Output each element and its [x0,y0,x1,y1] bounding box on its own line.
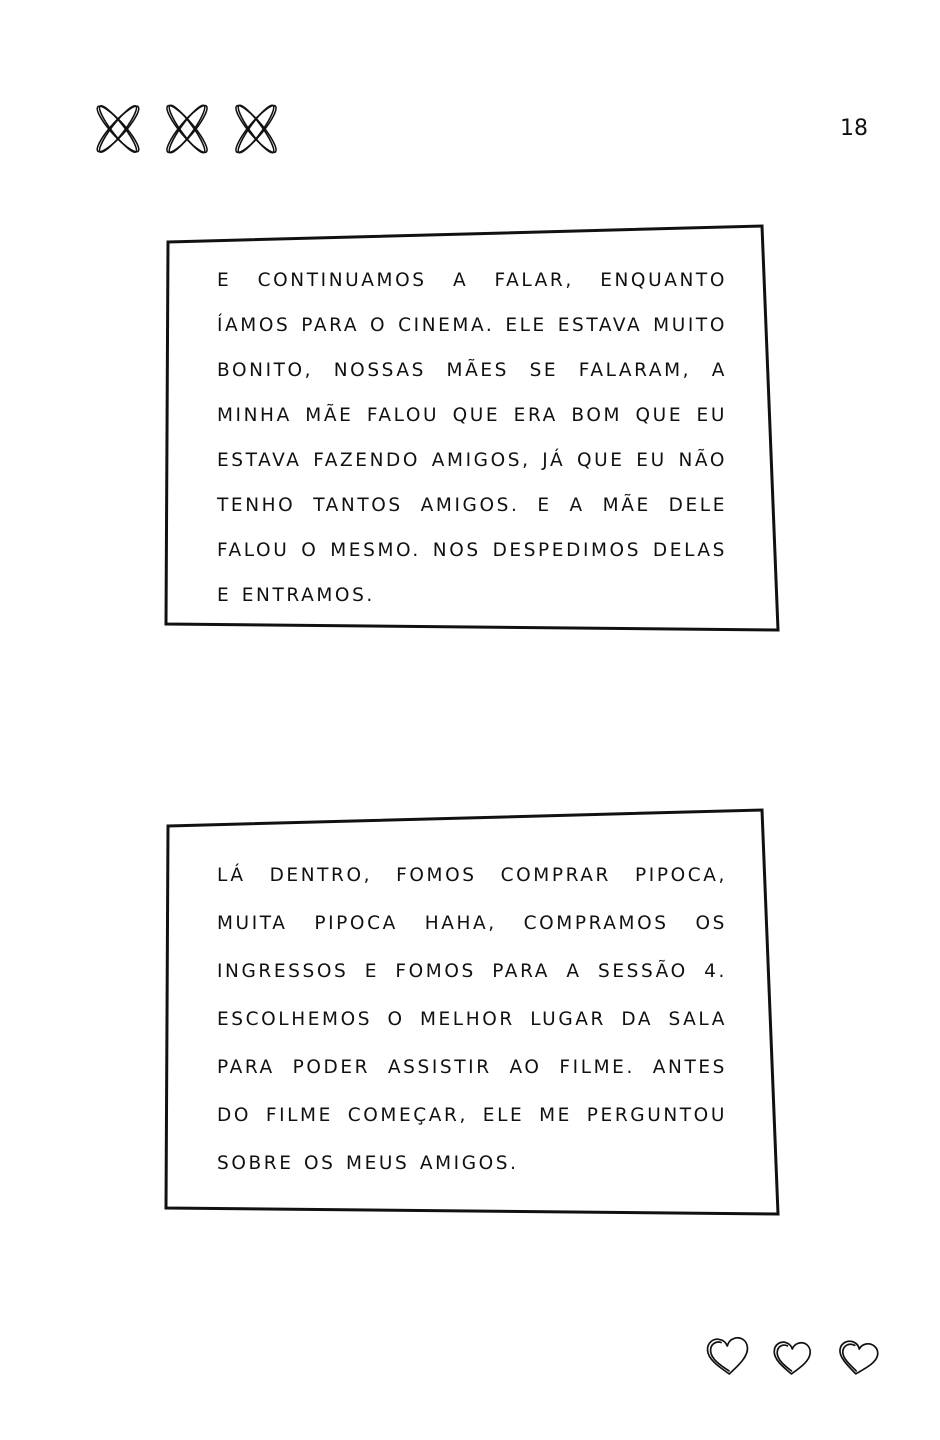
cross-doodle-icon [162,102,211,157]
heart-doodles [702,1334,886,1382]
cross-doodle-icon [93,102,144,156]
panel-text: E CONTINUAMOS A FALAR, ENQUANTO ÍAMOS PARA O CINEMA. ELE ESTAVA MUITO BONITO, NOSSAS MÃES SE FALARAM, A MINHA MÃE FALOU QUE ERA BOM QUE EU ESTAVA FAZENDO AMIGOS, JÁ QUE EU NÃO TENHO TANTOS AMIGOS. E A MÃE DELE FALOU O MESMO. NOS DESPEDIMOS DELAS E ENTRAMOS. [217,270,727,606]
text-panel [160,806,782,1218]
heart-icon [837,1340,879,1376]
heart-icon [707,1337,749,1375]
text-panel [160,222,782,634]
cross-doodles [90,98,286,160]
cross-doodle-icon [231,102,280,157]
heart-icon [773,1342,810,1375]
page-number: 18 [840,116,868,141]
panel-text: LÁ DENTRO, FOMOS COMPRAR PIPOCA, MUITA PIPOCA HAHA, COMPRAMOS OS INGRESSOS E FOMOS PARA A SESSÃO 4. ESCOLHEMOS O MELHOR LUGAR DA SALA PARA PODER ASSISTIR AO FILME. ANTES DO FILME COMEÇAR, ELE ME PERGUNTOU SOBRE OS MEUS AMIGOS. [217,865,727,1174]
